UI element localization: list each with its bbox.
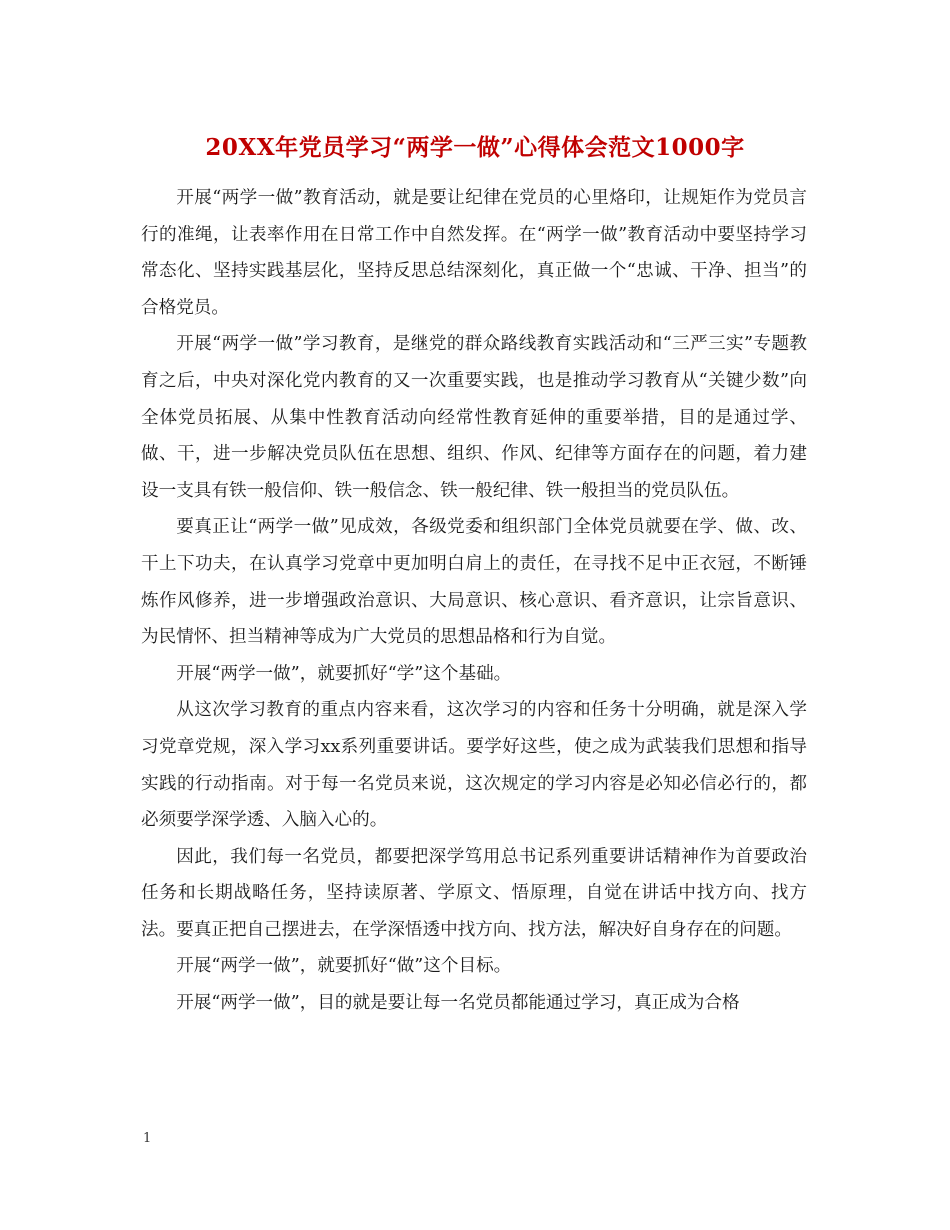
paragraph-5: 从这次学习教育的重点内容来看，这次学习的内容和任务十分明确，就是深入学习党章党规，深入学习xx系列重要讲话。要学好这些，使之成为武装我们思想和指导实践的行动指南。对于每一名党员来说，这次规定的学习内容是必知必信必行的，都必须要学深学透、入脑入心的。	[141, 700, 807, 831]
paragraph-6: 因此，我们每一名党员，都要把深学笃用总书记系列重要讲话精神作为首要政治任务和长期战略任务，坚持读原著、学原文、悟原理，自觉在讲话中找方向、找方法。要真正把自己摆进去，在学深悟透中找方向、找方法，解决好自身存在的问题。	[141, 846, 807, 940]
page-number: 1	[143, 1131, 152, 1146]
document-body	[141, 180, 807, 1022]
paragraph-8: 开展“两学一做”，目的就是要让每一名党员都能通过学习，真正成为合格	[176, 993, 740, 1014]
paragraph-3: 要真正让“两学一做”见成效，各级党委和组织部门全体党员就要在学、做、改、干上下功夫，在认真学习党章中更加明白肩上的责任，在寻找不足中正衣冠，不断锤炼作风修养，进一步增强政治意识、大局意识、核心意识、看齐意识，让宗旨意识、为民情怀、担当精神等成为广大党员的思想品格和行为自觉。	[141, 517, 807, 648]
paragraph-7: 开展“两学一做”，就要抓好“做”这个目标。	[176, 956, 512, 977]
paragraph-2: 开展“两学一做”学习教育，是继党的群众路线教育实践活动和“三严三实”专题教育之后，中央对深化党内教育的又一次重要实践，也是推动学习教育从“关键少数”向全体党员拓展、从集中性教育活动向经常性教育延伸的重要举措，目的是通过学、做、干，进一步解决党员队伍在思想、组织、作风、纪律等方面存在的问题，着力建设一支具有铁一般信仰、铁一般信念、铁一般纪律、铁一般担当的党员队伍。	[141, 334, 807, 501]
paragraph-4: 开展“两学一做”，就要抓好“学”这个基础。	[176, 663, 512, 684]
document-title: 20XX年党员学习“两学一做”心得体会范文1000字	[205, 134, 745, 161]
paragraph-1: 开展“两学一做”教育活动，就是要让纪律在党员的心里烙印，让规矩作为党员言行的准绳，让表率作用在日常工作中自然发挥。在“两学一做”教育活动中要坚持学习常态化、坚持实践基层化，坚持反思总结深刻化，真正做一个“忠诚、干净、担当”的合格党员。	[141, 188, 807, 318]
